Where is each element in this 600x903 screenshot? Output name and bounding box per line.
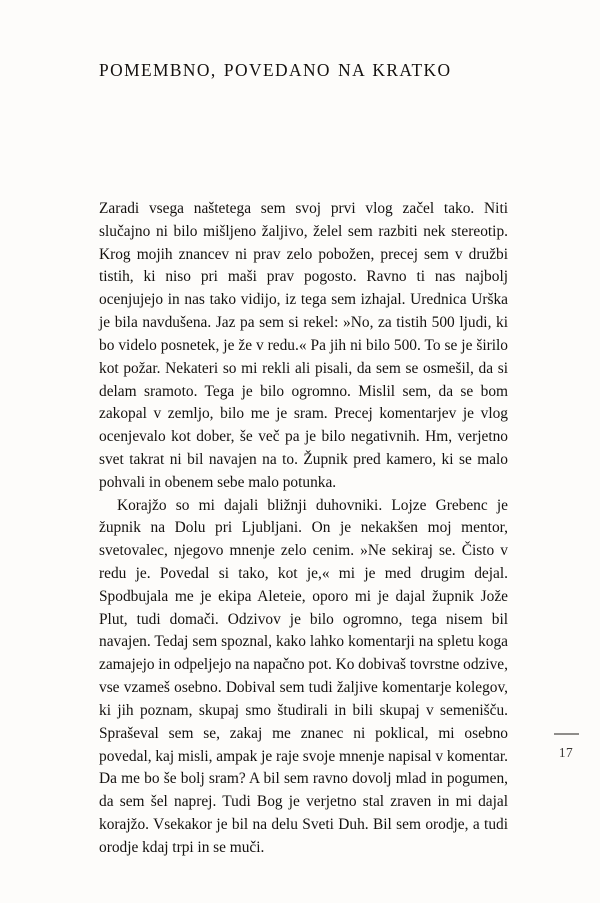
folio-rule bbox=[554, 733, 579, 735]
body-paragraph: Zaradi vsega naštetega sem svoj prvi vlog začel tako. Niti slučajno ni bilo mišljeno žaljivo, želel sem razbiti nek stereotip. Krog mojih znancev ni prav zelo pobožen, precej sem v družbi tistih, ki niso pri maši prav pogosto. Ravno ti nas najbolj ocenjujejo in nas tako vidijo, iz tega sem izhajal. Urednica Urška je bila navdušena. Jaz pa sem si rekel: »No, za tistih 500 ljudi, ki bo videlo posnetek, je že v redu.« Pa jih ni bilo 500. To se je širilo kot požar. Nekateri so mi rekli ali pisali, da sem se osmešil, da si delam sramoto. Tega je bilo ogromno. Mislil sem, da se bom zakopal v zemljo, bilo me je sram. Precej komentarjev je vlog ocenjevalo kot dober, še več pa je bilo negativnih. Hm, verjetno svet takrat ni bil navajen na to. Župnik pred kamero, ki se malo pohvali in obenem sebe malo potunka. bbox=[99, 200, 508, 491]
page-number: 17 bbox=[558, 744, 574, 760]
folio bbox=[540, 733, 592, 760]
body-text-column bbox=[99, 198, 508, 860]
body-paragraph: Korajžo so mi dajali bližnji duhovniki. Lojze Grebenc je župnik na Dolu pri Ljubljani. On je nekakšen moj mentor, svetovalec, njegovo mnenje zelo cenim. »Ne sekiraj se. Čisto v redu je. Povedal si tako, kot je,« mi je med drugim dejal. Spodbujala me je ekipa Aleteie, oporo mi je dajal župnik Jože Plut, tudi domači. Odzivov je bilo ogromno, tega nisem bil navajen. Tedaj sem spoznal, kako lahko komentarji na spletu koga zamajejo in odpeljejo na napačno pot. Ko dobivaš tovrstne odzive, vse vzameš osebno. Dobival sem tudi žaljive komentarje kolegov, ki jih poznam, skupaj smo študirali in bili skupaj v semenišču. Spraševal sem se, zakaj me znanec ni poklical, mi osebno povedal, kaj misli, ampak je raje svoje mnenje napisal v komentar. Da me bo še bolj sram? A bil sem ravno dovolj mlad in pogumen, da sem šel naprej. Tudi Bog je verjetno stal zraven in mi dajal korajžo. Vsekakor je bil na delu Sveti Duh. Bil sem orodje, a tudi orodje kdaj trpi in se muči. bbox=[99, 496, 508, 856]
page-title: POMEMBNO, POVEDANO NA KRATKO bbox=[99, 60, 452, 80]
